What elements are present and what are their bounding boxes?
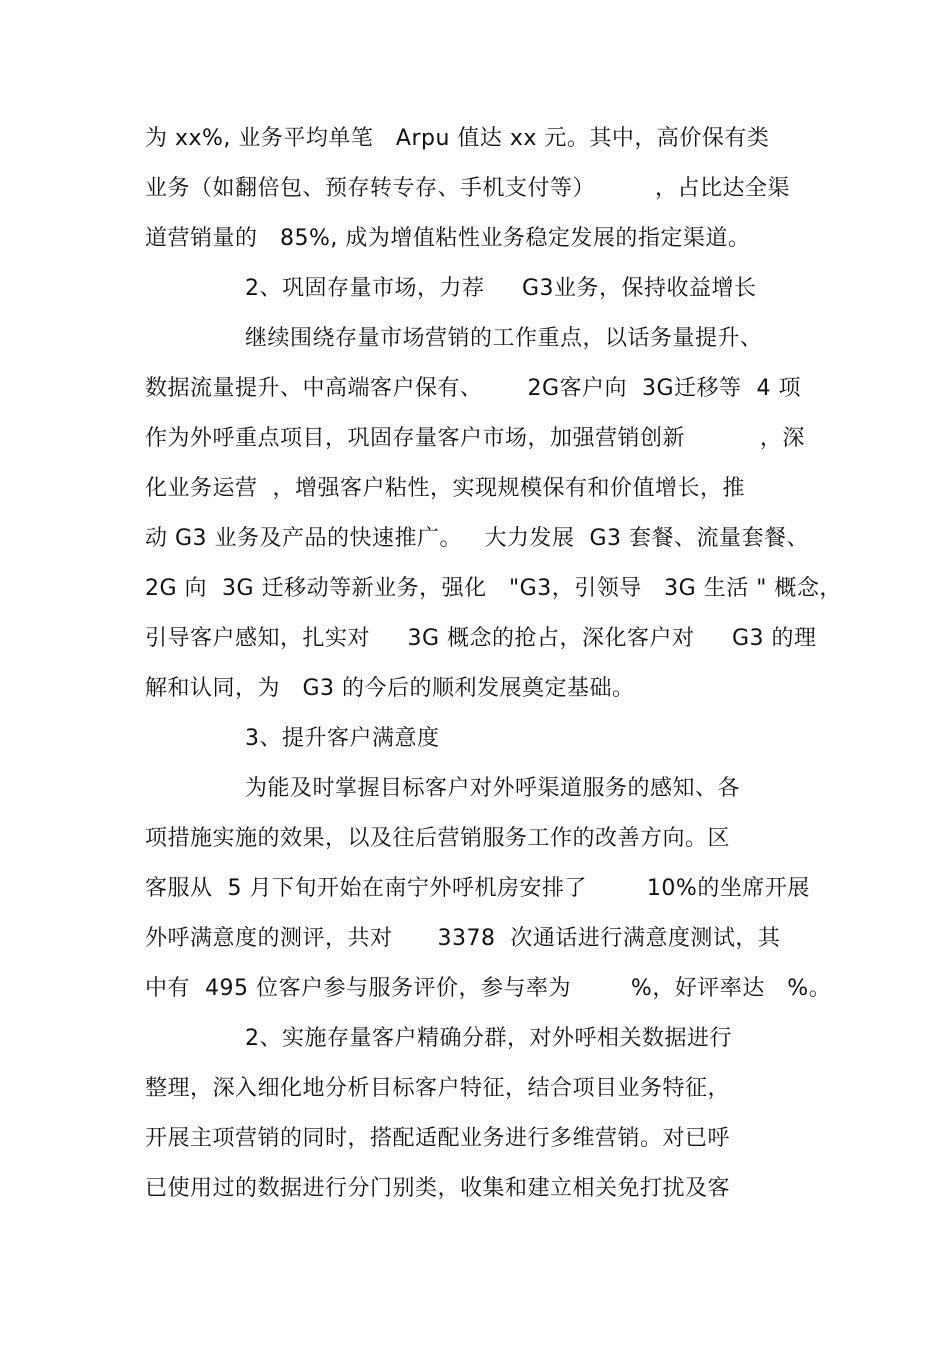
text-line: 项措施实施的效果，以及往后营销服务工作的改善方向。区: [145, 826, 731, 851]
text-line: 动 G3 业务及产品的快速推广。 大力发展 G3 套餐、流量套餐、: [145, 526, 810, 551]
text-line: 道营销量的 85%, 成为增值粘性业务稳定发展的指定渠道。: [145, 226, 751, 251]
section-heading: 3、提升客户满意度: [245, 726, 440, 751]
text-line: 引导客户感知，扎实对 3G 概念的抢占，深化客户对 G3 的理: [145, 626, 817, 651]
text-line: 继续围绕存量市场营销的工作重点，以话务量提升、: [245, 326, 763, 351]
text-line: 整理，深入细化地分析目标客户特征，结合项目业务特征，: [145, 1076, 731, 1101]
text-line: 开展主项营销的同时，搭配适配业务进行多维营销。对已呼: [145, 1126, 731, 1151]
text-line: 作为外呼重点项目，巩固存量客户市场，加强营销创新 ，深: [145, 426, 805, 451]
text-line: 化业务运营 ，增强客户粘性，实现规模保有和价值增长，推: [145, 476, 745, 501]
text-line: 已使用过的数据进行分门别类，收集和建立相关免打扰及客: [145, 1176, 731, 1201]
text-line: 2G 向 3G 迁移动等新业务，强化 "G3，引领导 3G 生活 " 概念，: [145, 576, 842, 601]
section-heading: 2、巩固存量市场，力荐 G3业务，保持收益增长: [245, 276, 757, 301]
text-line: 客服从 5 月下旬开始在南宁外呼机房安排了 10%的坐席开展: [145, 876, 810, 901]
text-line: 中有 495 位客户参与服务评价，参与率为 %，好评率达 %。: [145, 976, 832, 1001]
text-line: 为 xx%, 业务平均单笔 Arpu 值达 xx 元。其中，高价保有类: [145, 126, 770, 151]
text-line: 为能及时掌握目标客户对外呼渠道服务的感知、各: [245, 776, 741, 801]
text-line: 解和认同，为 G3 的今后的顺利发展奠定基础。: [145, 676, 635, 701]
text-line: 业务（如翻倍包、预存转专存、手机支付等） ，占比达全渠: [145, 176, 790, 201]
text-line: 数据流量提升、中高端客户保有、 2G客户向 3G迁移等 4 项: [145, 376, 802, 401]
text-line: 2、实施存量客户精确分群，对外呼相关数据进行: [245, 1026, 732, 1051]
text-line: 外呼满意度的测评，共对 3378 次通话进行满意度测试，其: [145, 926, 781, 951]
